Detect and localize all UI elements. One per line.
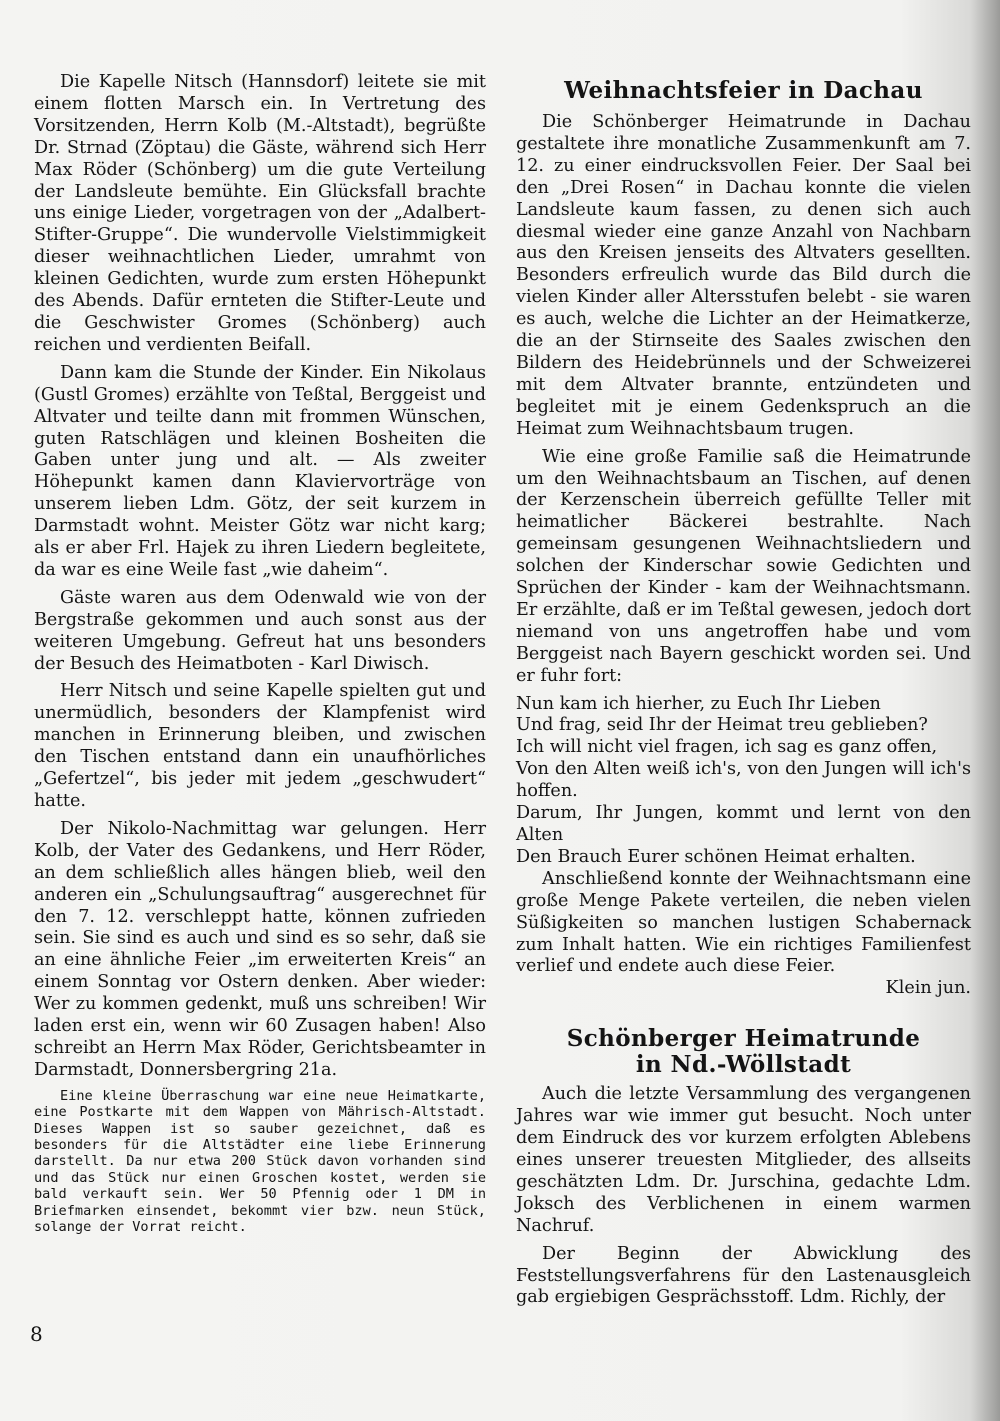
poem-line: Den Brauch Eurer schönen Heimat erhalten.	[516, 846, 916, 867]
article-title-line-1: Schönberger Heimatrunde	[566, 1025, 921, 1053]
left-paragraph-2: Dann kam die Stunde der Kinder. Ein Nikolaus (Gustl Gromes) erzählte von Teßtal, Berggeist und Altvater und teilte dann mit frommen Wünschen, guten Ratschlägen und kleinen Bosheiten die Gaben unter jung und alt. — Als zweiter Höhepunkt kamen dann Klaviervorträge von unserem lieben Ldm. Götz, der seit kurzem in Darmstadt wohnt. Meister Götz war nicht karg; als er aber Frl. Hajek zu ihren Liedern begleitete, da war es eine Weile fast „wie daheim“.	[34, 362, 486, 580]
poem-line: Und frag, seid Ihr der Heimat treu geblieben?	[516, 715, 928, 736]
article-title-line-2: in Nd.-Wöllstadt	[635, 1051, 852, 1079]
page-number: 8	[30, 1322, 43, 1346]
dachau-closing: Anschließend konnte der Weihnachtsmann eine große Menge Pakete verteilen, die neben vielen Süßigkeiten so manchen lustigen Schabernack zum Inhalt hatten. Wie ein richtiges Familienfest verlief und endete auch diese Feier.	[516, 868, 971, 977]
left-paragraph-4: Herr Nitsch und seine Kapelle spielten gut und unermüdlich, besonders der Klampfenist wird manchen in Erinnerung bleiben, und zwischen den Tischen entstand dann ein unaufhörliches „Gefertzel“, bis jeder mit jedem „geschwudert“ hatte.	[34, 681, 486, 811]
left-paragraph-1: Die Kapelle Nitsch (Hannsdorf) leitete sie mit einem flotten Marsch ein. In Vertretung des Vorsitzenden, Herrn Kolb (M.-Altstadt), begrüßte Dr. Strnad (Zöptau) die Gäste, während sich Herr Max Röder (Schönberg) um die gute Verteilung der Landsleute bemühte. Ein Glücksfall brachte uns einige Lieder, vorgetragen von der „Adalbert-Stifter-Gruppe“. Die wundervolle Vielstimmigkeit dieser weihnachtlichen Lieder, umrahmt von kleinen Gedichten, wurde zum ersten Höhepunkt des Abends. Dafür ernteten die Stifter-Leute und die Geschwister Gromes (Schönberg) auch reichen und verdienten Beifall.	[34, 72, 486, 355]
poem-line: Nun kam ich hierher, zu Euch Ihr Lieben	[516, 693, 881, 714]
poem-line: Darum, Ihr Jungen, kommt und lernt von den Alten	[516, 803, 971, 845]
small-print-note	[34, 1088, 486, 1236]
small-print-text: Eine kleine Überraschung war eine neue Heimatkarte, eine Postkarte mit dem Wappen von Mährisch-Altstadt. Dieses Wappen ist so sauber gezeichnet, daß es besonders für die Altstädter eine liebe Erinnerung darstellt. Da nur etwa 200 Stück davon vorhanden sind und das Stück nur einen Groschen kostet, werden sie bald verkauft sein. Wer 50 Pfennig oder 1 DM in Briefmarken einsendet, bekommt vier bzw. neun Stück, solange der Vorrat reicht.	[34, 1087, 486, 1236]
signoff	[516, 978, 971, 1000]
right-column	[516, 78, 971, 1315]
poem-line: Ich will nicht viel fragen, ich sag es ganz offen,	[516, 737, 938, 758]
poem-line: Von den Alten weiß ich's, von den Jungen will ich's hoffen.	[516, 759, 971, 802]
article-title-woellstadt	[516, 1026, 971, 1078]
author-signature: Klein jun.	[885, 978, 971, 999]
dachau-paragraph-2: Wie eine große Familie saß die Heimatrunde um den Weihnachtsbaum an Tischen, auf denen der Kerzenschein überreich gefüllte Teller mit heimatlicher Bäckerei bestrahlte. Nach gemeinsam gesungenen Weihnachtsliedern und solchen der Kinderschar sowie Gedichten und Sprüchen der Kinder - kam der Weihnachtsmann. Er erzählte, daß er im Teßtal gewesen, jedoch dort niemand von uns angetroffen habe und vom Berggeist nach Bayern geschickt worden sei. Und er fuhr fort:	[516, 446, 971, 686]
left-paragraph-3: Gäste waren aus dem Odenwald wie von der Bergstraße gekommen und auch sonst aus der weiteren Umgebung. Gefreut hat uns besonders der Besuch des Heimatboten - Karl Diwisch.	[34, 587, 486, 674]
left-paragraph-5: Der Nikolo-Nachmittag war gelungen. Herr Kolb, der Vater des Gedankens, und Herr Röder, an dem schließlich alles hängen blieb, weil den anderen ein „Schulungsauftrag“ ausgerechnet für den 7. 12. verschleppt hatte, können zufrieden sein. Sie sind es auch und sind es so sehr, daß sie an eine ähnliche Feier „im erweiterten Kreis“ an einem Sonntag vor Ostern denken. Aber wieder: Wer zu kommen gedenkt, muß uns schreiben! Wir laden erst ein, wenn wir 60 Zusagen haben! Also schreibt an Herrn Max Röder, Gerichtsbeamter in Darmstadt, Donnersbergring 21a.	[34, 818, 486, 1080]
dachau-paragraph-1: Die Schönberger Heimatrunde in Dachau gestaltete ihre monatliche Zusammenkunft am 7. 12. zu einer eindrucksvollen Feier. Der Saal bei den „Drei Rosen“ in Dachau konnte die vielen Landsleute kaum fassen, zu denen sich auch diesmal wieder eine ganze Anzahl von Nachbarn aus den Kreisen jenseits des Altvaters gesellten. Besonders erfreulich wurde das Bild durch die vielen Kinder aller Altersstufen belebt - sie waren es auch, welche die Lichter an der Heimatkerze, die an der Stirnseite des Saales zwischen den Bildern des Heidebrünnels und der Schweizerei mit dem Altvater brannte, entzündeten und begleitet mit je einem Gedenkspruch an die Heimat zum Weihnachtsbaum trugen.	[516, 112, 971, 439]
poem	[516, 694, 971, 869]
article-title-dachau: Weihnachtsfeier in Dachau	[564, 77, 923, 104]
woellstadt-paragraph-2: Der Beginn der Abwicklung des Feststellungsverfahrens für den Lastenausgleich gab ergiebigen Gesprächsstoff. Ldm. Richly, der	[516, 1243, 971, 1308]
woellstadt-paragraph-1: Auch die letzte Versammlung des vergangenen Jahres war wie immer gut besucht. Noch unter dem Eindruck des vor kurzem erfolgten Ablebens eines unserer treuesten Mitglieder, des allseits geschätzten Ldm. Dr. Jurschina, gedachte Ldm. Joksch des Verblichenen in einem warmen Nachruf.	[516, 1084, 971, 1236]
left-column	[34, 72, 486, 1235]
